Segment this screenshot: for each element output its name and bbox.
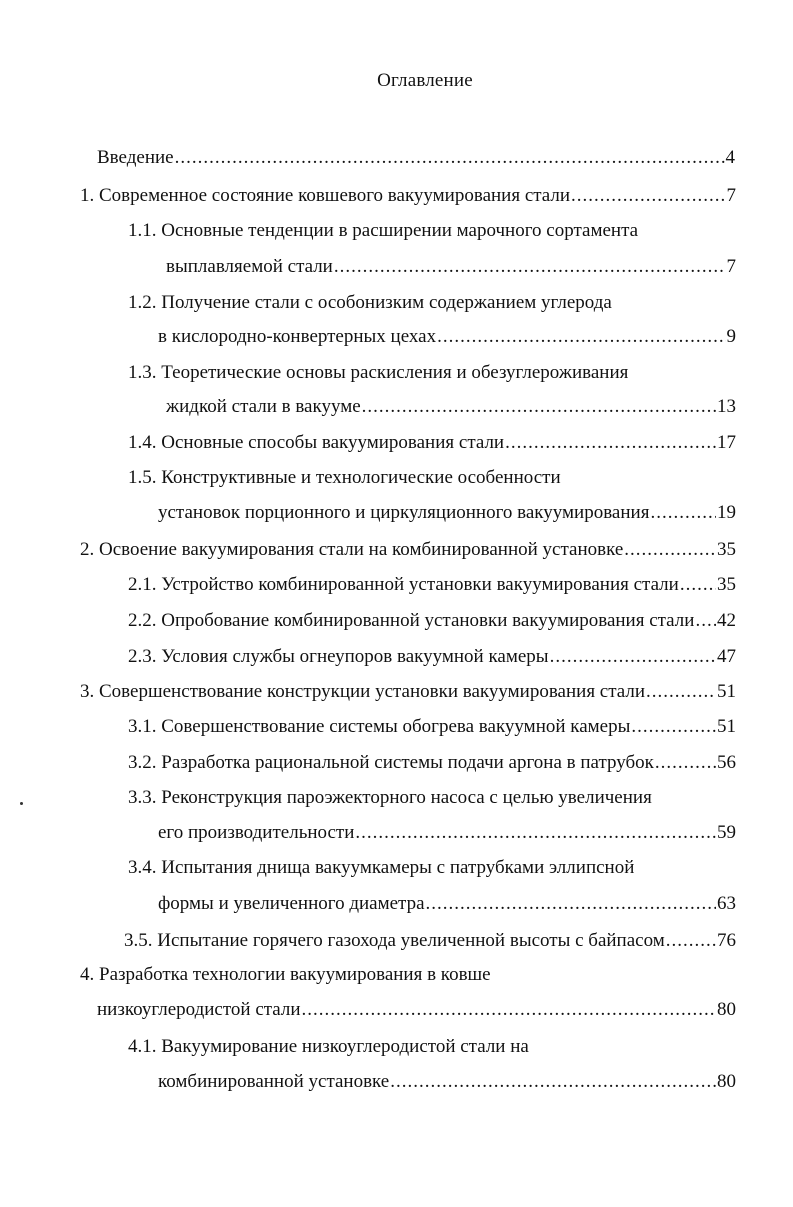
toc-leader <box>355 821 716 845</box>
toc-leader <box>655 751 716 775</box>
toc-entry <box>124 929 736 953</box>
toc-page-number: 59 <box>717 822 736 843</box>
toc-leader <box>362 395 716 419</box>
toc-entry-title: 1.2. Получение стали с особонизким содержанием углерода <box>128 292 612 313</box>
toc-entry <box>80 184 736 208</box>
toc-entry-title: 1.1. Основные тенденции в расширении марочного сортамента <box>128 220 639 241</box>
toc-page-number: 51 <box>717 681 736 702</box>
toc-entry-title: 1.4. Основные способы вакуумирования стали <box>128 432 505 453</box>
toc-entry-title: 3. Совершенствование конструкции установки вакуумирования стали <box>80 681 646 702</box>
toc-entry <box>158 892 736 916</box>
toc-page-number: 80 <box>717 999 736 1020</box>
toc-entry <box>128 751 736 775</box>
toc-entry <box>128 573 736 597</box>
toc-entry-title: низкоуглеродистой стали <box>97 999 301 1020</box>
toc-entry <box>158 325 736 349</box>
toc-entry-title: выплавляемой стали <box>166 256 333 277</box>
toc-entry-title: 1.5. Конструктивные и технологические особенности <box>128 467 561 488</box>
toc-leader <box>550 645 716 669</box>
toc-leader <box>175 146 725 170</box>
scan-speck <box>20 802 23 805</box>
toc-entry-title: 2.1. Устройство комбинированной установки вакуумирования стали <box>128 574 679 595</box>
toc-entry <box>128 219 736 243</box>
toc-entry <box>80 963 736 987</box>
toc-entry-title: Введение <box>97 147 174 168</box>
toc-page-number: 4 <box>725 147 735 168</box>
toc-leader <box>666 929 716 953</box>
toc-entry-title: 3.5. Испытание горячего газохода увеличенной высоты с байпасом <box>124 930 665 951</box>
toc-page-number: 35 <box>717 539 736 560</box>
toc-entry <box>128 361 736 385</box>
toc-leader <box>571 184 725 208</box>
toc-leader <box>505 431 716 455</box>
toc-entry-title: 4.1. Вакуумирование низкоуглеродистой стали на <box>128 1036 529 1057</box>
toc-leader <box>426 892 716 916</box>
toc-entry-title: 1. Современное состояние ковшевого вакуумирования стали <box>80 185 571 206</box>
toc-entry-title: формы и увеличенного диаметра <box>158 893 425 914</box>
toc-page-number: 7 <box>726 185 736 206</box>
toc-entry <box>97 998 736 1022</box>
toc-page-number: 42 <box>717 610 736 631</box>
toc-page-number: 80 <box>717 1071 736 1092</box>
toc-entry-title: 3.3. Реконструкция пароэжекторного насоса с целью увеличения <box>128 787 652 808</box>
toc-leader <box>631 715 716 739</box>
toc-entry <box>80 538 736 562</box>
toc-page-number: 56 <box>717 752 736 773</box>
toc-leader <box>695 609 716 633</box>
toc-entry <box>128 1035 736 1059</box>
toc-entry-title: 4. Разработка технологии вакуумирования в ковше <box>80 964 491 985</box>
toc-entry <box>166 255 736 279</box>
toc-entry <box>128 645 736 669</box>
toc-page-number: 7 <box>726 256 736 277</box>
toc-entry <box>128 291 736 315</box>
toc-entry-title: 3.4. Испытания днища вакуумкамеры с патрубками эллипсной <box>128 857 635 878</box>
toc-leader <box>334 255 726 279</box>
toc-entry-title: его производительности <box>158 822 355 843</box>
toc-leader <box>680 573 716 597</box>
toc-entry-title: жидкой стали в вакууме <box>166 396 361 417</box>
toc-page-number: 19 <box>717 502 736 523</box>
toc-entry <box>158 501 736 525</box>
toc-page-number: 17 <box>717 432 736 453</box>
toc-page-number: 51 <box>717 716 736 737</box>
toc-entry <box>158 821 736 845</box>
toc-entry <box>128 715 736 739</box>
toc-leader <box>437 325 725 349</box>
toc-entry-title: комбинированной установке <box>158 1071 390 1092</box>
toc-entry <box>128 856 736 880</box>
toc-leader <box>650 501 716 525</box>
toc-entry <box>128 466 736 490</box>
toc-entry-title: 3.2. Разработка рациональной системы подачи аргона в патрубок <box>128 752 654 773</box>
toc-entry-title: 3.1. Совершенствование системы обогрева вакуумной камеры <box>128 716 631 737</box>
toc-entry <box>128 786 736 810</box>
toc-entry-title: 2.3. Условия службы огнеупоров вакуумной камеры <box>128 646 549 667</box>
toc-entry-title: в кислородно-конвертерных цехах <box>158 326 437 347</box>
toc-entry <box>128 431 736 455</box>
toc-page-number: 47 <box>717 646 736 667</box>
toc-page-number: 63 <box>717 893 736 914</box>
toc-entry <box>158 1070 736 1094</box>
page-title: Оглавление <box>377 70 473 91</box>
toc-entry-title: 2. Освоение вакуумирования стали на комбинированной установке <box>80 539 624 560</box>
toc-page-number: 35 <box>717 574 736 595</box>
toc-entry <box>128 609 736 633</box>
toc-leader <box>646 680 716 704</box>
toc-leader <box>390 1070 716 1094</box>
toc-entry-title: 2.2. Опробование комбинированной установки вакуумирования стали <box>128 610 695 631</box>
toc-entry <box>97 146 735 170</box>
toc-page-number: 13 <box>717 396 736 417</box>
toc-entry-title: 1.3. Теоретические основы раскисления и обезуглероживания <box>128 362 629 383</box>
toc-page-number: 9 <box>726 326 736 347</box>
toc-leader <box>302 998 716 1022</box>
toc-entry-title: установок порционного и циркуляционного вакуумирования <box>158 502 650 523</box>
toc-entry <box>166 395 736 419</box>
toc-leader <box>624 538 716 562</box>
toc-entry <box>80 680 736 704</box>
toc-page-number: 76 <box>717 930 736 951</box>
